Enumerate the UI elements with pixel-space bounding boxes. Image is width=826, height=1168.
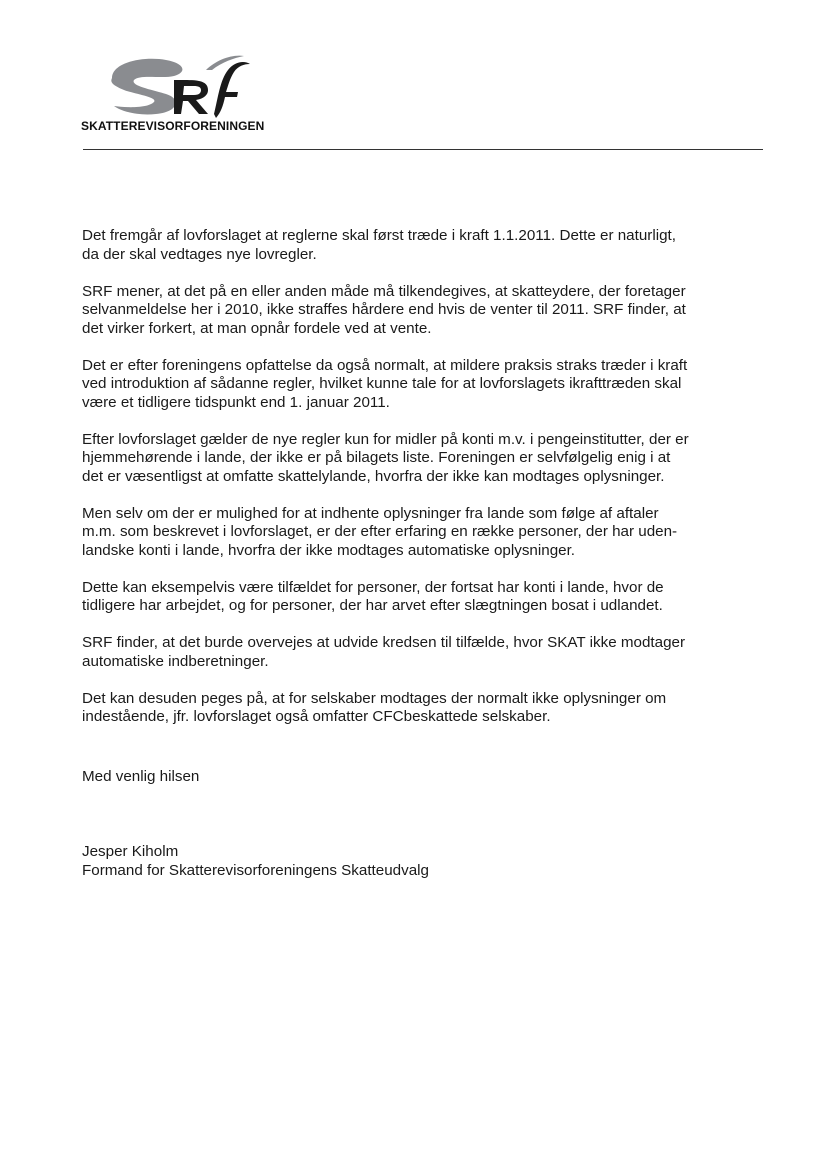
letter-body [82, 227, 772, 745]
paragraph-6: Dette kan eksempelvis være tilfældet for personer, der fortsat har konti i lande, hvor de tidligere har arbejdet, og for personer, der har arvet efter slægtningen bosat i udlandet. [82, 578, 664, 614]
closing-salutation: Med venlig hilsen [82, 768, 200, 785]
signature-block [82, 843, 429, 880]
paragraph-2: SRF mener, at det på en eller anden måde må tilkendegives, at skatteydere, der foretager selvanmeldelse her i 2010, ikke straffes hårdere end hvis de venter til 2011. SRF finder, at det virker forkert, at man opnår fordele ved at vente. [82, 282, 686, 337]
paragraph-1: Det fremgår af lovforslaget at reglerne skal først træde i kraft 1.1.2011. Dette er naturligt, da der skal vedtages nye lovregler. [82, 227, 676, 263]
paragraph-4: Efter lovforslaget gælder de nye regler kun for midler på konti m.v. i pengeinstitutter, der er hjemmehørende i lande, der ikke er på bilagets liste. Foreningen er selvfølgelig enig i at det er væsentligst at omfatte skattelylande, hvorfra der ikke kan modtages oplysninger. [82, 430, 689, 485]
paragraph-3: Det er efter foreningens opfattelse da også normalt, at mildere praksis straks træder i kraft ved introduktion af sådanne regler, hvilket kunne tale for at lovforslagets ikrafttræden skal være et tidligere tidspunkt end 1. januar 2011. [82, 356, 688, 411]
letterhead [0, 0, 826, 160]
signatory-name: Jesper Kiholm [82, 843, 179, 860]
paragraph-5: Men selv om der er mulighed for at indhente oplysninger fra lande som følge af aftaler m.m. som beskrevet i lovforslaget, er der efter erfaring en række personer, der har uden- landske konti i lande, hvorfra der ikke modtages automatiske oplysninger. [82, 504, 678, 559]
organization-name: SKATTEREVISORFORENINGEN [81, 119, 265, 133]
paragraph-8: Det kan desuden peges på, at for selskaber modtages der normalt ikke oplysninger om indestående, jfr. lovforslaget også omfatter CFCbeskattede selskaber. [82, 689, 667, 725]
signatory-title: Formand for Skatterevisorforeningens Skatteudvalg [82, 861, 429, 879]
srf-logo [104, 50, 254, 120]
header-divider [83, 149, 763, 150]
paragraph-7: SRF finder, at det burde overvejes at udvide kredsen til tilfælde, hvor SKAT ikke modtager automatiske indberetninger. [82, 634, 686, 670]
